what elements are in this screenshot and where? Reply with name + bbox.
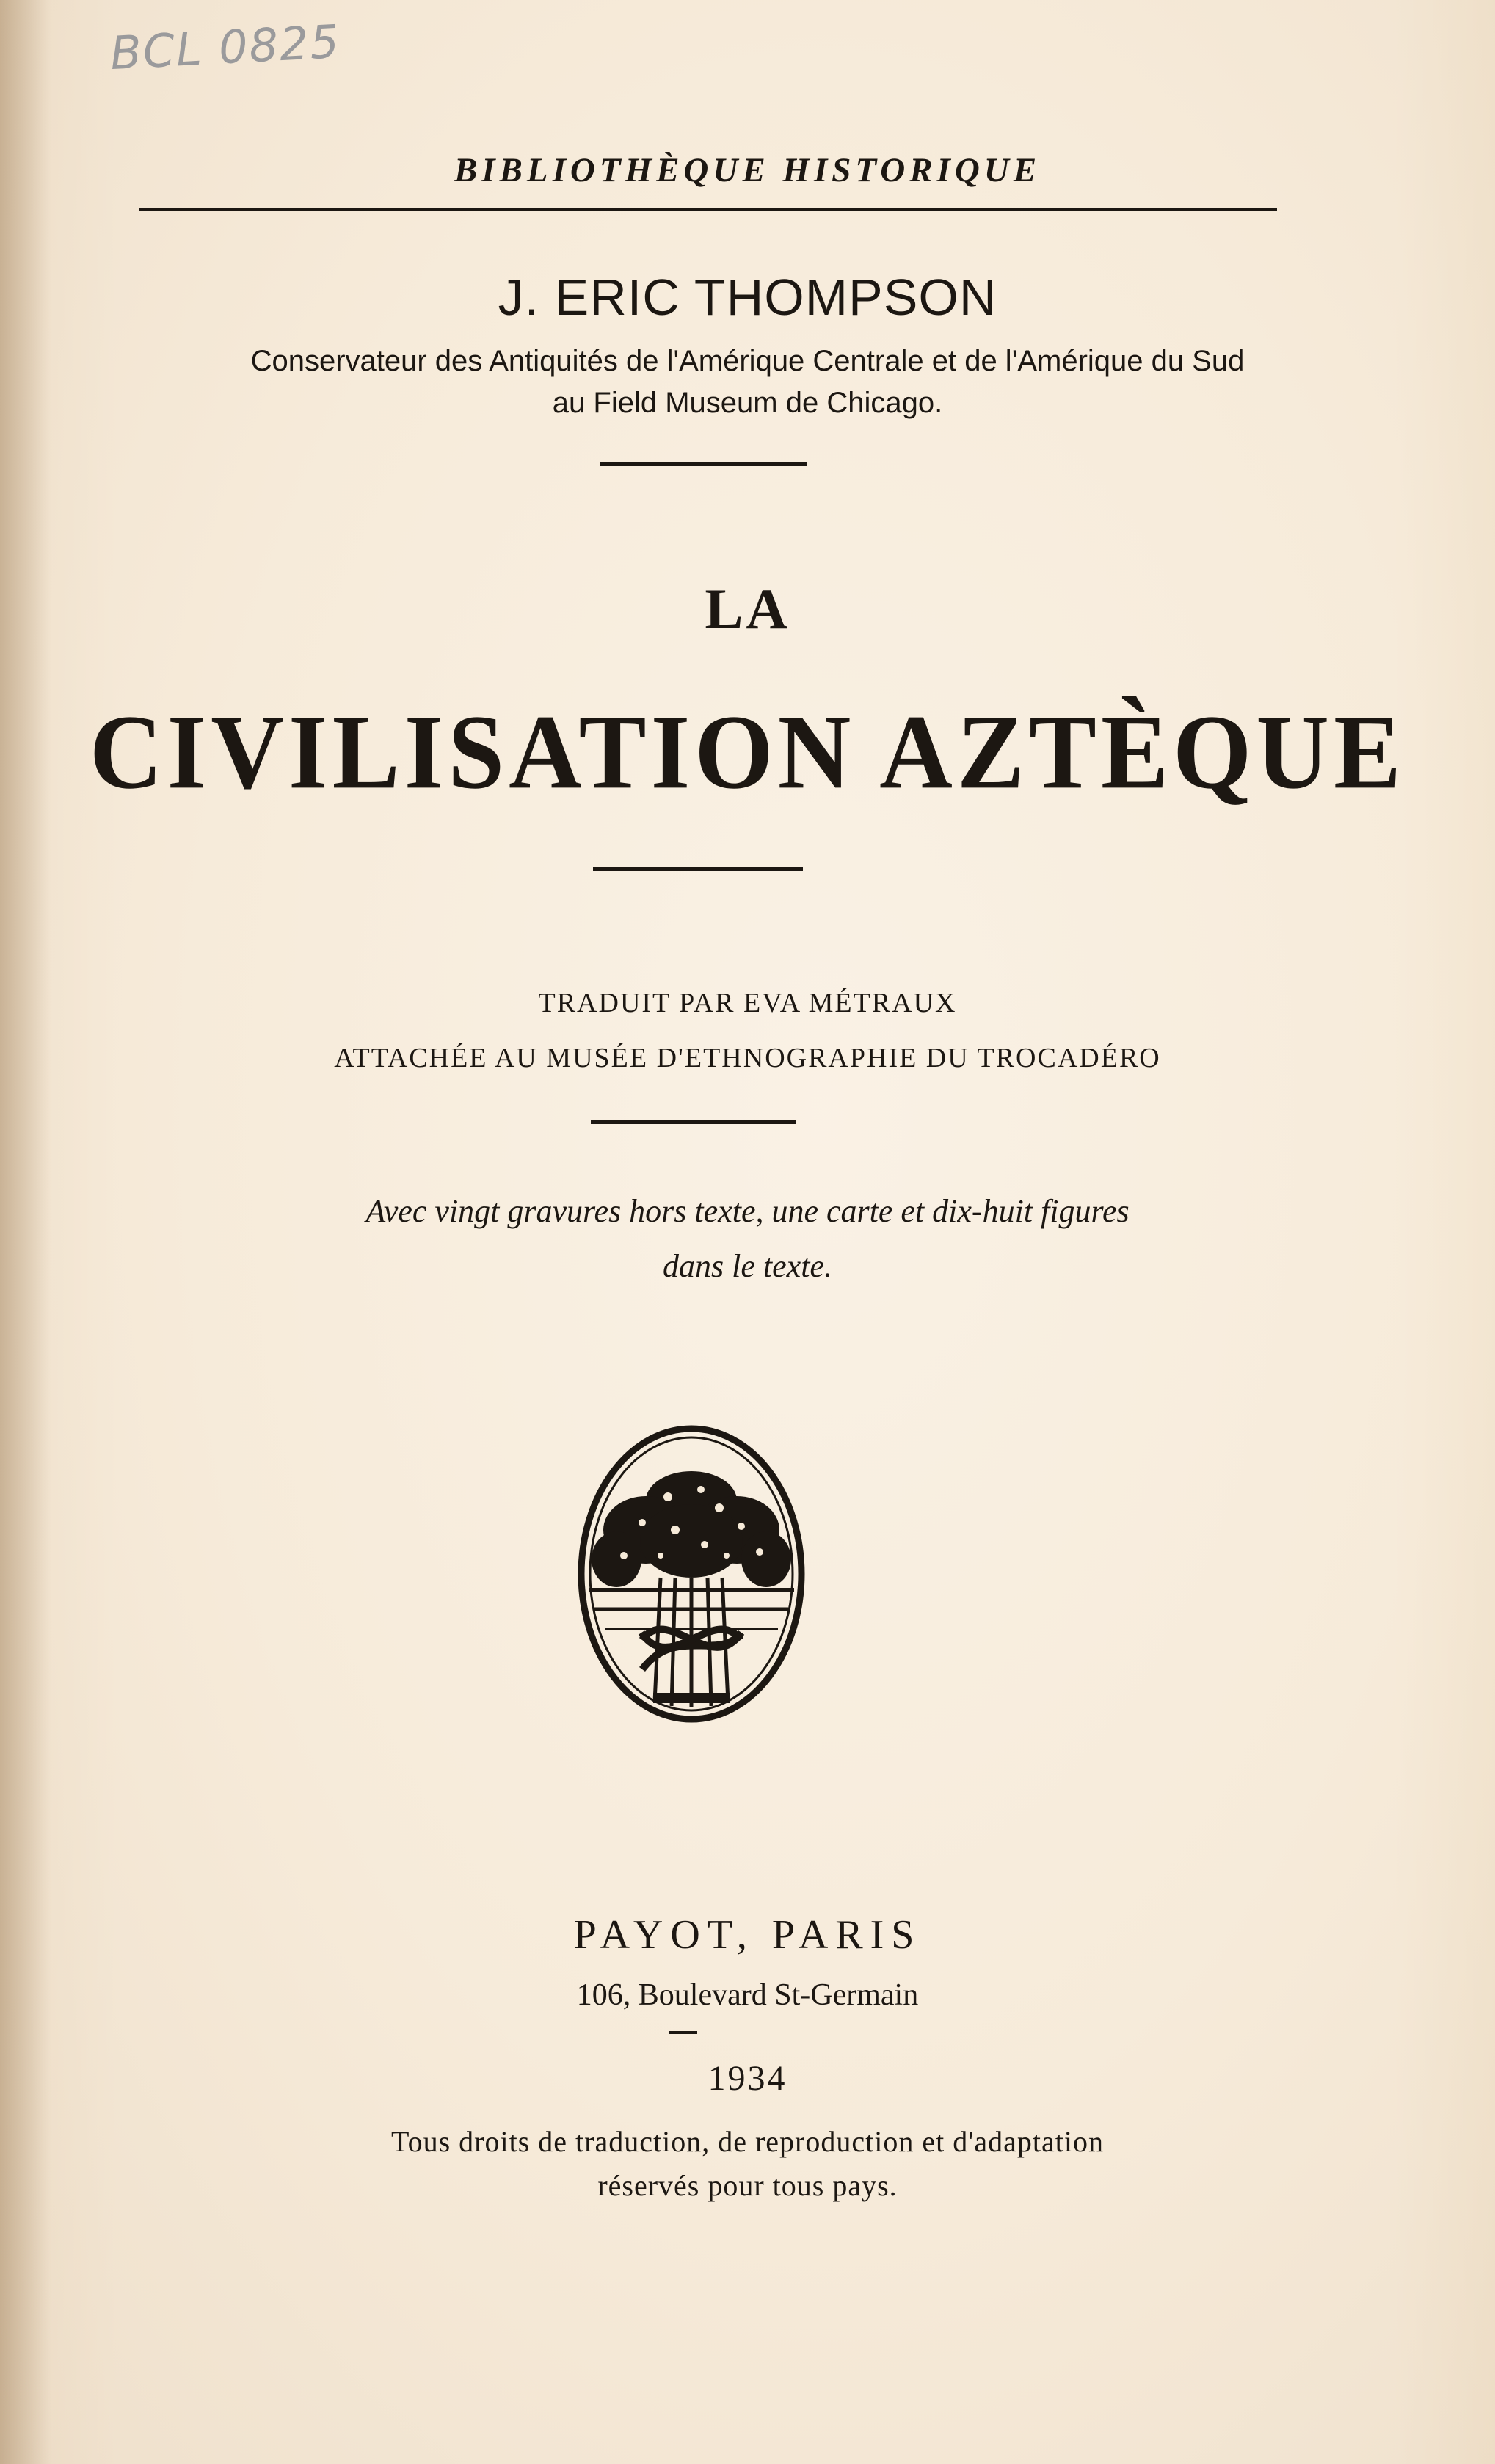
rights-notice-line2: réservés pour tous pays. bbox=[597, 2169, 898, 2202]
series-title: BIBLIOTHÈQUE HISTORIQUE bbox=[454, 151, 1041, 189]
translator-affiliation: ATTACHÉE AU MUSÉE D'ETHNOGRAPHIE DU TROCADÉRO bbox=[334, 1043, 1161, 1074]
publication-year: 1934 bbox=[708, 2059, 787, 2098]
illustrations-note-line1: Avec vingt gravures hors texte, une carte et dix-huit figures bbox=[365, 1193, 1130, 1229]
divider-rule-4 bbox=[669, 2031, 697, 2034]
author-affiliation-line2: au Field Museum de Chicago. bbox=[552, 387, 943, 419]
divider-rule-2 bbox=[593, 867, 803, 871]
title-article: LA bbox=[705, 577, 790, 641]
series-rule bbox=[139, 208, 1277, 211]
translator-line: TRADUIT PAR EVA MÉTRAUX bbox=[538, 988, 957, 1018]
author-name: J. ERIC THOMPSON bbox=[498, 269, 997, 326]
divider-rule-1 bbox=[600, 462, 807, 466]
wheat-sheaf-emblem-icon bbox=[572, 1420, 810, 1728]
publisher-address: 106, Boulevard St-Germain bbox=[576, 1978, 919, 2012]
pencil-shelfmark: BCL 0825 bbox=[109, 14, 342, 81]
author-affiliation-line1: Conservateur des Antiquités de l'Amérique Centrale et de l'Amérique du Sud bbox=[250, 345, 1245, 377]
rights-notice-line1: Tous droits de traduction, de reproduction et d'adaptation bbox=[390, 2125, 1105, 2158]
publisher-name: PAYOT, PARIS bbox=[573, 1912, 922, 1958]
divider-rule-3 bbox=[591, 1120, 796, 1124]
illustrations-note-line2: dans le texte. bbox=[663, 1248, 832, 1284]
book-title: CIVILISATION AZTÈQUE bbox=[89, 693, 1406, 811]
